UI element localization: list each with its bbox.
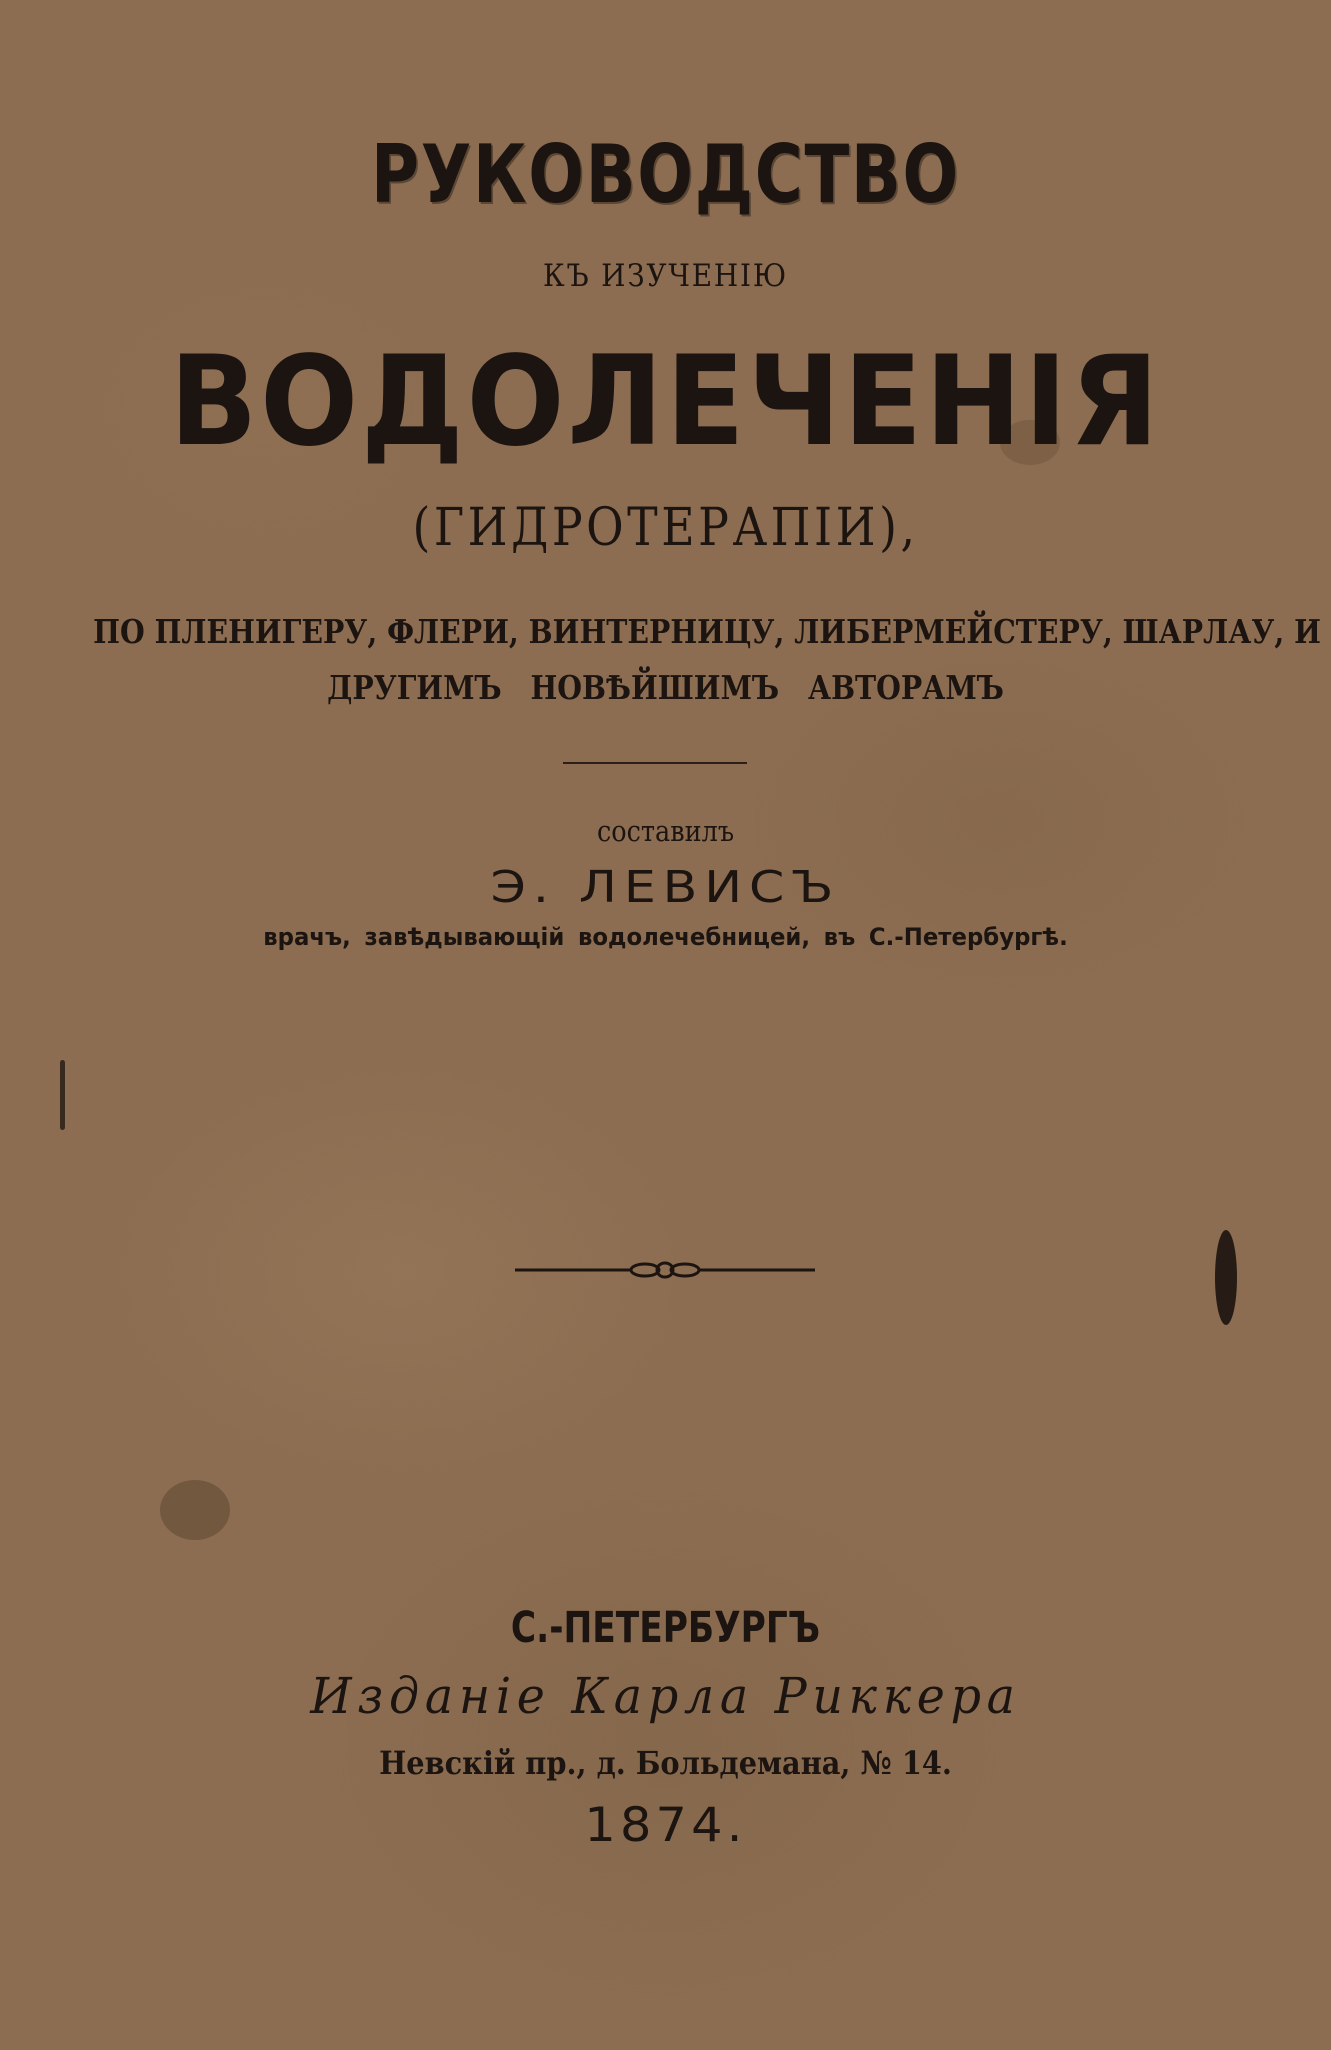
publication-city: С.-ПЕТЕРБУРГЪ [510,1603,821,1653]
publisher-address: Невскій пр., д. Больдемана, № 14. [379,1744,952,1782]
title-heading-top: РУКОВОДСТВО [371,128,960,221]
paper-stain [60,1060,65,1130]
author-name: Э. ЛЕВИСЪ [490,862,841,913]
title-subheading: КЪ ИЗУЧЕНІЮ [543,258,788,294]
sources-line-1: ПО ПЛЕНИГЕРУ, ФЛЕРИ, ВИНТЕРНИЦУ, ЛИБЕРМЕЙСТЕРУ, ШАРЛАУ, И [93,612,1321,651]
compiled-by-label: составилъ [596,814,735,848]
author-credentials: врачъ, завѣдывающій водолечебницей, въ С.-Петербургѣ. [263,923,1068,951]
publisher-name: Изданіе Карла Риккера [310,1667,1021,1725]
ornament-divider-icon [515,1258,815,1282]
paper-stain [1215,1230,1237,1325]
publication-year: 1874. [584,1798,747,1853]
paper-stain [160,1480,230,1540]
sources-line-2: ДРУГИМЪ НОВѢЙШИМЪ АВТОРАМЪ [327,668,1004,707]
title-parenthetical: (ГИДРОТЕРАПІИ), [412,498,919,558]
title-main-heading: ВОДОЛЕЧЕНІЯ [169,330,1162,474]
divider-rule [563,762,747,764]
